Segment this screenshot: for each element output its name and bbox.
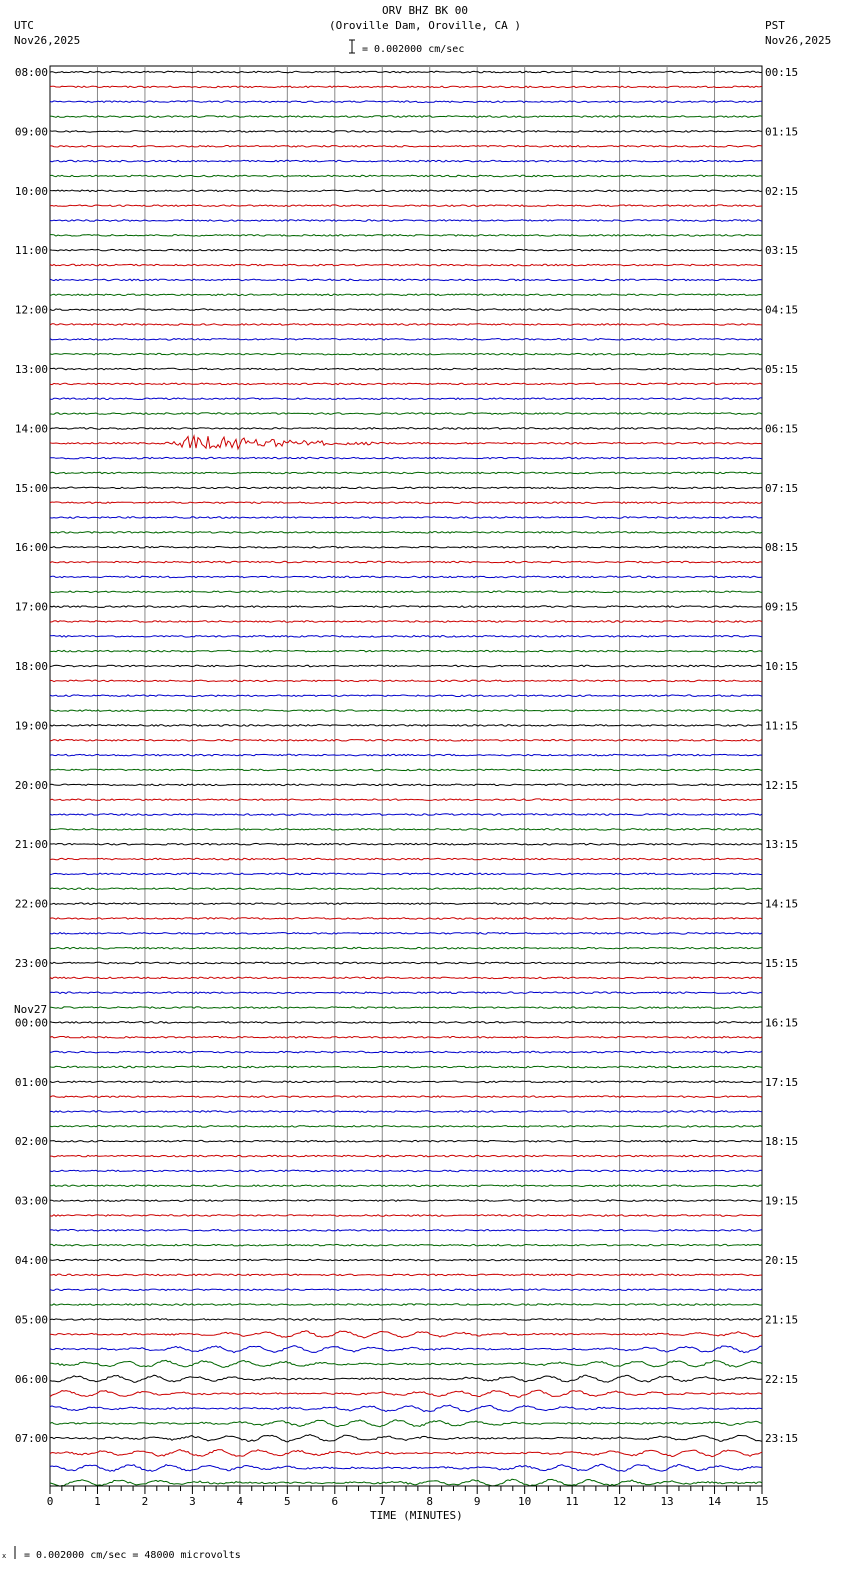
pst-hour-label: 00:15: [765, 66, 799, 79]
seismic-trace: [50, 116, 762, 118]
seismic-trace: [50, 398, 762, 400]
pst-hour-label: 18:15: [765, 1135, 799, 1149]
pst-hour-label: 09:15: [765, 600, 799, 614]
x-axis-label: TIME (MINUTES): [370, 1509, 463, 1522]
seismic-trace: [50, 740, 762, 742]
pst-hour-label: 11:15: [765, 719, 799, 733]
seismic-trace: [50, 1230, 762, 1232]
utc-hour-label: 10:00: [14, 184, 48, 198]
x-tick-label: 0: [46, 1495, 54, 1508]
pst-hour-label: 13:15: [765, 838, 799, 852]
utc-hour-label: 22:00: [14, 897, 48, 911]
seismic-trace: [50, 472, 762, 474]
utc-hour-label: 06:00: [14, 1372, 48, 1386]
seismic-trace: [50, 903, 762, 905]
utc-hour-label: 01:00: [14, 1075, 48, 1089]
seismic-trace: [50, 1479, 762, 1486]
x-tick-label: 5: [284, 1495, 291, 1508]
seismic-trace: [50, 546, 762, 548]
seismic-trace: [50, 591, 762, 593]
seismic-trace: [50, 695, 762, 697]
seismic-trace: [50, 532, 762, 534]
seismic-trace: [50, 1319, 762, 1321]
seismic-trace: [50, 1037, 762, 1039]
x-tick-label: 8: [426, 1495, 434, 1508]
seismic-trace: [50, 888, 762, 890]
seismic-trace: [50, 1331, 762, 1338]
pst-hour-label: 15:15: [765, 957, 799, 970]
utc-hour-label: 12:00: [14, 303, 48, 317]
utc-hour-label: 21:00: [14, 838, 48, 852]
utc-hour-label: 08:00: [14, 66, 48, 79]
pst-hour-label: 06:15: [765, 422, 799, 436]
x-tick-label: 9: [473, 1495, 481, 1508]
seismic-trace: [50, 1464, 762, 1471]
seismic-trace: [50, 1126, 762, 1128]
seismic-trace: [50, 665, 762, 667]
seismic-trace: [50, 1435, 762, 1442]
seismic-trace: [50, 1111, 762, 1113]
utc-hour-label: 11:00: [14, 244, 48, 258]
seismic-trace: [50, 1140, 762, 1142]
seismic-trace: [50, 784, 762, 786]
utc-hour-label: 15:00: [14, 481, 48, 495]
pst-hour-label: 14:15: [765, 897, 799, 911]
seismic-trace: [50, 205, 762, 207]
pst-date: Nov26,2025: [765, 34, 832, 47]
seismic-trace: [50, 353, 762, 355]
pst-hour-label: 21:15: [765, 1313, 799, 1327]
seismic-trace: [50, 947, 762, 949]
seismic-trace: [50, 1450, 762, 1457]
utc-hour-label: 00:00: [14, 1016, 48, 1030]
x-tick-label: 15: [755, 1495, 769, 1508]
seismic-trace: [50, 1022, 762, 1024]
utc-hour-label: 19:00: [14, 719, 48, 733]
pst-hour-label: 20:15: [765, 1254, 799, 1267]
seismic-trace: [50, 413, 762, 415]
seismic-trace: [50, 710, 762, 712]
seismic-trace: [50, 754, 762, 756]
utc-label: UTC: [14, 19, 34, 32]
seismic-trace: [50, 1244, 762, 1246]
utc-hour-label: 14:00: [14, 422, 48, 436]
seismic-trace: [50, 858, 762, 860]
pst-hour-label: 03:15: [765, 244, 799, 258]
seismic-trace: [50, 636, 762, 638]
seismic-trace: [50, 264, 762, 266]
x-tick-label: 4: [236, 1495, 244, 1508]
seismic-trace: [50, 279, 762, 281]
seismic-trace: [50, 457, 762, 459]
seismic-trace: [50, 561, 762, 563]
x-tick-label: 11: [565, 1495, 579, 1508]
seismic-trace: [50, 1390, 762, 1397]
seismic-trace: [50, 725, 762, 727]
seismic-trace: [50, 843, 762, 845]
seismic-trace: [50, 576, 762, 578]
seismic-trace: [50, 368, 762, 370]
utc-hour-label: 20:00: [14, 778, 48, 792]
utc-hour-label: 18:00: [14, 660, 48, 673]
seismic-trace: [50, 1066, 762, 1068]
x-tick-label: 3: [189, 1495, 196, 1508]
seismic-trace: [50, 190, 762, 192]
seismic-trace: [50, 1304, 762, 1306]
seismic-trace: [50, 131, 762, 133]
x-tick-label: 2: [141, 1495, 149, 1508]
footer-scale-note: = 0.002000 cm/sec = 48000 microvolts: [24, 1550, 241, 1561]
seismic-trace: [50, 814, 762, 816]
seismic-trace: [50, 680, 762, 682]
seismic-trace: [50, 606, 762, 608]
utc-hour-label: 16:00: [14, 541, 48, 555]
seismic-trace: [50, 309, 762, 311]
seismic-trace: [50, 428, 762, 430]
scale-label: = 0.002000 cm/sec: [362, 44, 465, 55]
seismic-trace: [50, 1081, 762, 1083]
seismic-trace: [50, 160, 762, 162]
utc-hour-label: 03:00: [14, 1194, 48, 1208]
x-tick-label: 6: [331, 1495, 339, 1508]
x-tick-label: 13: [660, 1495, 674, 1508]
seismic-trace: [50, 992, 762, 994]
utc-hour-label: 17:00: [14, 600, 48, 614]
x-tick-label: 1: [94, 1495, 101, 1508]
utc-hour-label: 23:00: [14, 957, 48, 970]
seismic-trace: [50, 1360, 762, 1367]
footer-marker: x: [2, 1552, 7, 1560]
seismic-trace: [50, 249, 762, 251]
utc-date: Nov26,2025: [14, 34, 81, 47]
seismic-trace: [50, 383, 762, 385]
seismic-trace: [50, 1375, 762, 1382]
pst-hour-label: 19:15: [765, 1194, 799, 1208]
pst-hour-label: 07:15: [765, 481, 799, 495]
seismic-trace: [50, 829, 762, 831]
seismic-trace: [50, 1405, 762, 1412]
seismic-trace: [50, 220, 762, 222]
seismic-trace: [50, 962, 762, 964]
utc-hour-label: 04:00: [14, 1254, 48, 1267]
seismic-trace: [50, 101, 762, 103]
seismic-trace: [50, 1155, 762, 1157]
seismic-trace: [50, 933, 762, 935]
pst-hour-label: 04:15: [765, 303, 799, 317]
x-tick-label: 12: [612, 1495, 627, 1508]
pst-hour-label: 16:15: [765, 1016, 799, 1030]
seismic-trace: [50, 1051, 762, 1053]
seismic-trace: [50, 1346, 762, 1353]
station-title: ORV BHZ BK 00: [381, 4, 469, 17]
pst-hour-label: 23:15: [765, 1432, 799, 1446]
seismic-trace: [50, 86, 762, 88]
pst-hour-label: 17:15: [765, 1075, 799, 1089]
seismic-trace: [50, 487, 762, 489]
x-tick-label: 14: [707, 1495, 722, 1508]
seismic-trace: [50, 977, 762, 979]
seismic-trace: [50, 650, 762, 652]
utc-hour-label: 05:00: [14, 1313, 48, 1327]
seismic-trace: [50, 1289, 762, 1291]
seismic-trace: [50, 918, 762, 920]
seismic-trace: [50, 1007, 762, 1009]
seismic-trace: [50, 235, 762, 237]
date-change-label: Nov27: [14, 1003, 48, 1016]
seismic-trace: [50, 1259, 762, 1261]
seismic-trace: [50, 146, 762, 148]
seismic-trace: [50, 799, 762, 801]
utc-hour-label: 02:00: [14, 1135, 48, 1149]
station-location: (Oroville Dam, Oroville, CA ): [328, 19, 522, 32]
utc-hour-label: 09:00: [14, 125, 48, 139]
pst-label: PST: [765, 19, 785, 32]
x-tick-label: 7: [378, 1495, 386, 1508]
pst-hour-label: 10:15: [765, 660, 799, 673]
utc-hour-label: 13:00: [14, 363, 48, 376]
seismic-trace: [50, 294, 762, 296]
seismic-trace: [50, 339, 762, 341]
seismic-trace: [50, 517, 762, 519]
pst-hour-label: 22:15: [765, 1372, 799, 1386]
seismic-trace: [50, 1215, 762, 1217]
seismic-trace: [50, 71, 762, 73]
seismic-trace: [50, 436, 762, 449]
seismic-trace: [50, 1096, 762, 1098]
pst-hour-label: 05:15: [765, 363, 799, 376]
pst-hour-label: 01:15: [765, 125, 799, 139]
seismic-trace: [50, 1185, 762, 1187]
x-tick-label: 10: [518, 1495, 532, 1508]
pst-hour-label: 02:15: [765, 184, 799, 198]
seismic-trace: [50, 621, 762, 623]
seismic-trace: [50, 1420, 762, 1427]
seismic-trace: [50, 1274, 762, 1276]
seismic-trace: [50, 502, 762, 504]
seismic-trace: [50, 324, 762, 326]
pst-hour-label: 08:15: [765, 541, 799, 555]
seismic-trace: [50, 769, 762, 771]
utc-hour-label: 07:00: [14, 1432, 48, 1446]
pst-hour-label: 12:15: [765, 778, 799, 792]
seismic-trace: [50, 1170, 762, 1172]
seismic-trace: [50, 175, 762, 177]
seismic-trace: [50, 1200, 762, 1202]
seismic-trace: [50, 873, 762, 875]
